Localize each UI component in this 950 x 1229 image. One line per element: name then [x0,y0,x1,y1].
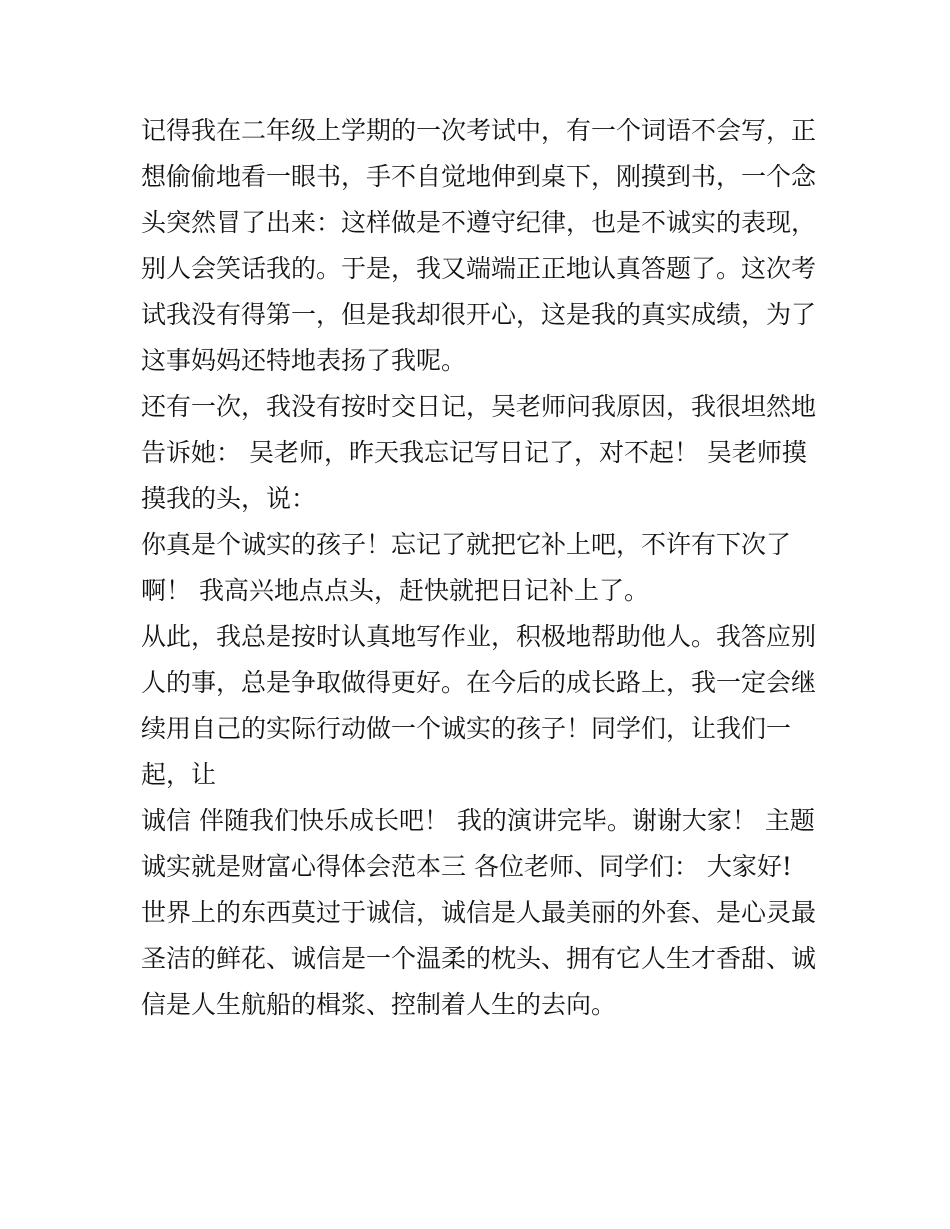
text-line: 起，让 [141,760,217,789]
text-line: 啊！ 我高兴地点点头，赶快就把日记补上了。 [141,576,649,605]
text-line: 诚实就是财富心得体会范本三 各位老师、同学们： 大家好! [141,852,792,881]
text-line: 圣洁的鲜花、诚信是一个温柔的枕头、拥有它人生才香甜、诚 [141,944,817,973]
text-line: 诚信 伴随我们快乐成长吧！ 我的演讲完毕。谢谢大家！ 主题 [141,806,815,835]
document-body [141,108,821,1028]
text-line: 还有一次，我没有按时交日记，吴老师问我原因，我很坦然地 [141,392,817,421]
text-line: 续用自己的实际行动做一个诚实的孩子！同学们，让我们一 [141,714,792,743]
text-line: 从此，我总是按时认真地写作业，积极地帮助他人。我答应别 [141,622,817,651]
text-line: 这事妈妈还特地表扬了我呢。 [141,346,467,375]
text-line: 人的事，总是争取做得更好。在今后的成长路上，我一定会继 [141,668,817,697]
text-line: 头突然冒了出来：这样做是不遵守纪律，也是不诚实的表现， [141,208,817,237]
text-line: 告诉她： 吴老师，昨天我忘记写日记了，对不起！ 吴老师摸 [141,438,807,467]
text-line: 别人会笑话我的。于是，我又端端正正地认真答题了。这次考 [141,254,817,283]
text-line: 信是人生航船的楫浆、控制着人生的去向。 [141,990,617,1019]
text-line: 记得我在二年级上学期的一次考试中，有一个词语不会写，正 [141,116,817,145]
text-line: 摸我的头，说： [141,484,317,513]
text-line: 你真是个诚实的孩子！忘记了就把它补上吧，不许有下次了 [141,530,792,559]
text-line: 试我没有得第一，但是我却很开心，这是我的真实成绩，为了 [141,300,817,329]
text-line: 世界上的东西莫过于诚信，诚信是人最美丽的外套、是心灵最 [141,898,817,927]
text-line: 想偷偷地看一眼书，手不自觉地伸到桌下，刚摸到书，一个念 [141,162,817,191]
